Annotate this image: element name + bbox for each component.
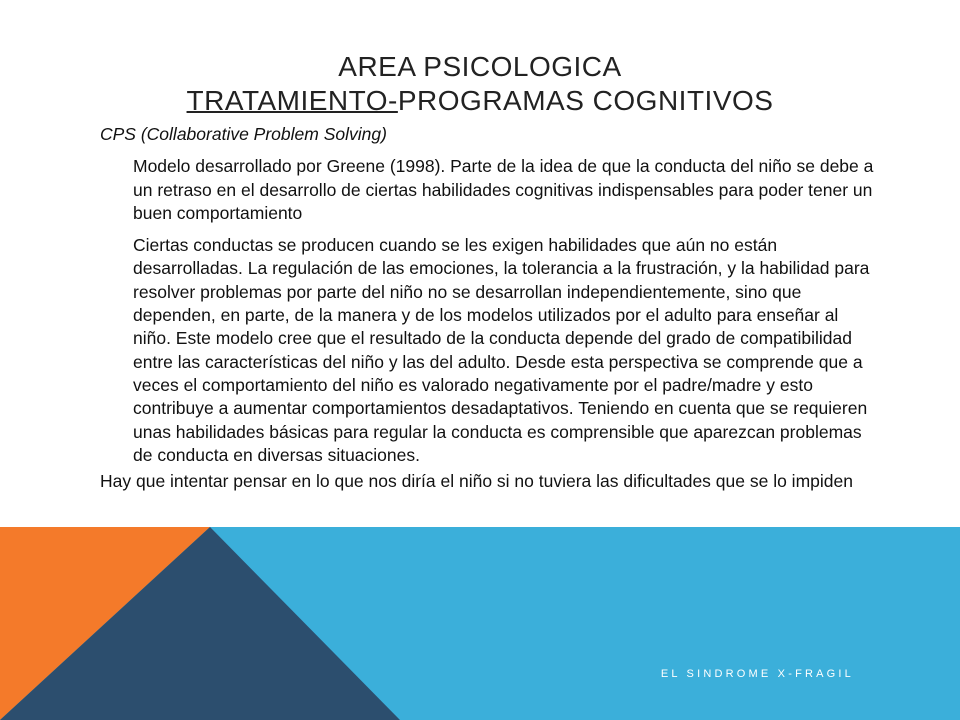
cps-heading: CPS (Collaborative Problem Solving) [100, 124, 387, 144]
paragraph-1: Modelo desarrollado por Greene (1998). Parte de la idea de que la conducta del niño se debe a un retraso en el desarrollo de ciertas habilidades cognitivas indispensables para poder tener un buen comportamiento [133, 156, 874, 223]
title-underlined-word: TRATAMIENTO- [186, 85, 398, 116]
slide-title [60, 50, 900, 118]
slide-body [100, 123, 880, 493]
title-line-2 [60, 84, 900, 118]
closing-statement: Hay que intentar pensar en lo que nos diría el niño si no tuviera las dificultades que se lo impiden [100, 471, 853, 492]
paragraph-2: Ciertas conductas se producen cuando se les exigen habilidades que aún no están desarrolladas. La regulación de las emociones, la tolerancia a la frustración, y la habilidad para resolver problemas por parte del niño no se desarrollan independientemente, sino que dependen, en parte, de la manera y de los modelos utilizados por el adulto para enseñar al niño. Este modelo cree que el resultado de la conducta depende del grado de compatibilidad entre las características del niño y las del adulto. Desde esta perspectiva se comprende que a veces el comportamiento del niño es valorado negativamente por el padre/madre y esto contribuye a aumentar comportamientos desadaptativos. Teniendo en cuenta que se requieren unas habilidades básicas para regular la conducta es comprensible que aparezcan problemas de conducta en diversas situaciones. [133, 235, 870, 465]
footer-text: EL SINDROME X-FRAGIL [660, 668, 854, 680]
title-line-1: AREA PSICOLOGICA [338, 51, 622, 82]
title-line-2-rest: PROGRAMAS COGNITIVOS [397, 85, 774, 116]
